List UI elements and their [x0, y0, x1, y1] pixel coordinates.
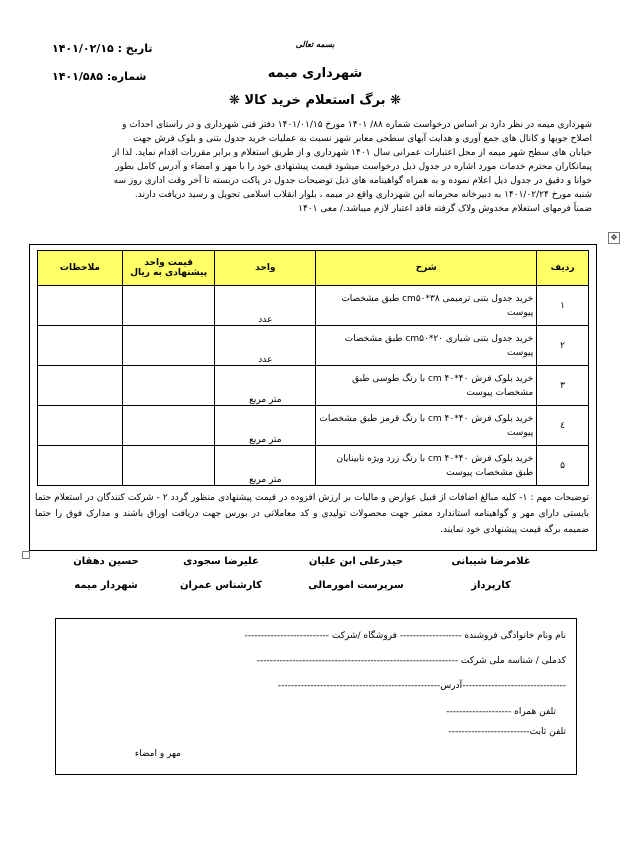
vendor-stamp-signature: مهر و امضاء: [134, 749, 181, 759]
signatory-title: کارپرداز: [471, 580, 511, 591]
table-move-handle-icon[interactable]: ✥: [608, 232, 620, 244]
paragraph-line: شنبه مورخ ۱۴۰۱/۰۲/۲۴ به دبیرخانه محرمانه این شهرداری واقع در میمه ، بلوار انقلاب اسلامی تحویل و رسید دریافت دارند.: [134, 190, 592, 200]
table-row: [38, 406, 589, 446]
row-description: خرید بلوک فرش cm ۴۰*۴۰ با رنگ طوسی طبق مشخصات پیوست: [316, 366, 537, 406]
row-number: ۳: [537, 366, 589, 406]
row-price-cell[interactable]: [122, 406, 215, 446]
row-notes-cell[interactable]: [38, 326, 123, 366]
row-number: ٤: [537, 406, 589, 446]
row-unit: متر مربع: [215, 406, 316, 446]
vendor-national-id-line[interactable]: کدملی / شناسه ملی شرکت --------------------------------------------------------------: [256, 656, 566, 666]
form-title: ❋ برگ استعلام خرید کالا ❋: [229, 93, 401, 108]
intro-paragraph: [30, 118, 592, 216]
row-notes-cell[interactable]: [38, 366, 123, 406]
paragraph-line: شهرداری میمه در نظر دارد بر اساس درخواست شماره ۸۸/ ۱۴۰۱ مورخ ۱۴۰۱/۰۱/۱۵ دفتر فنی شهرداری و در راستای احداث و: [122, 120, 592, 130]
row-price-cell[interactable]: [122, 286, 215, 326]
row-unit: متر مربع: [215, 366, 316, 406]
vendor-mobile-line[interactable]: تلفن همراه --------------------: [446, 707, 556, 717]
signatory-title: شهردار میمه: [74, 580, 138, 591]
row-number: ۵: [537, 446, 589, 486]
signatory-name: حیدرعلی ابن علیان: [308, 556, 404, 567]
table-row: [38, 326, 589, 366]
signatory-name: غلامرضا شیبانی: [451, 556, 531, 567]
row-price-cell[interactable]: [122, 366, 215, 406]
signatory-name: علیرضا سجودی: [183, 556, 259, 567]
row-description: خرید جدول بتنی شیاری cm۵۰*۲۰ طبق مشخصات پیوست: [316, 326, 537, 366]
row-description: خرید جدول بتنی ترمیمی cm۵۰*۳۸ طبق مشخصات پیوست: [316, 286, 537, 326]
row-notes-cell[interactable]: [38, 406, 123, 446]
header-price: قیمت واحد پیشنهادی به ریال: [122, 251, 215, 286]
header-description: شرح: [316, 251, 537, 286]
paragraph-line: پیمانکاران محترم خدمات مورد اشاره در جدول ذیل درخواست میشود قیمت پیشنهادی خود را با مهر و امضاء و آدرس کامل بطور: [115, 162, 592, 172]
table-row: [38, 446, 589, 486]
items-table: [37, 250, 589, 486]
header-row-number: ردیف: [537, 251, 589, 286]
row-number: ۲: [537, 326, 589, 366]
header-unit: واحد: [215, 251, 316, 286]
vendor-address-line[interactable]: --------------------------------آدرس--------------------------------------------------: [277, 681, 566, 691]
organization-name: شهرداری میمه: [267, 66, 363, 81]
row-description: خرید بلوک فرش cm ۴۰*۴۰ با رنگ زرد ویژه نابینایان طبق مشخصات پیوست: [316, 446, 537, 486]
table-header-row: [38, 251, 589, 286]
signatory-title: سرپرست امورمالی: [308, 580, 404, 591]
paragraph-line: خیابان های سطح شهر میمه از محل اعتبارات عمرانی سال ۱۴۰۱ شهرداری و از طریق استعلام و برابر مقررات اقدام نماید. لذا از: [112, 148, 592, 158]
row-unit: متر مربع: [215, 446, 316, 486]
letter-date: تاریخ : ۱۴۰۱/۰۲/۱۵: [52, 42, 153, 55]
letter-number: شماره: ۱۴۰۱/۵۸۵: [52, 70, 147, 83]
row-description: خرید بلوک فرش cm ۴۰*۴۰ با رنگ قرمز طبق مشخصات پیوست: [316, 406, 537, 446]
resize-handle[interactable]: [22, 551, 30, 559]
row-number: ۱: [537, 286, 589, 326]
paragraph-line: خوانا و دقیق در جدول ذیل اعلام نموده و به همراه گواهینامه های ذیل توضیحات جدول در پاکت دربسته تا آخر وقت اداری روز سه: [113, 176, 592, 186]
row-notes-cell[interactable]: [38, 286, 123, 326]
paragraph-line: اصلاح جوبها و کانال های جمع آوری و هدایت آبهای سطحی معابر شهر نسبت به عملیات خرید جدول بتنی و بلوک فرش جهت: [133, 134, 592, 144]
vendor-name-line[interactable]: نام ونام خانوادگی فروشنده ------------------- فروشگاه /شرکت --------------------------: [244, 631, 566, 641]
vendor-phone-line[interactable]: تلفن ثابت-------------------------: [448, 727, 566, 737]
important-notes: توضیحات مهم : ۱- کلیه مبالغ اضافات از قبیل عوارض و مالیات بر ارزش افزوده در قیمت پیشنهادی منظور گردد ۲ - شرکت کنندگان در استعلام حتما بایستی دارای مهر و گواهینامه استاندارد معتبر جهت محصولات تولیدی و کد معاملاتی در بورس جهت دریافت اوراق باشند و مدارک فوق را حتما ضمیمه برگه قیمت پیشنهادی خود نمایند.: [35, 493, 589, 535]
row-unit: عدد: [215, 326, 316, 366]
header-notes: ملاحظات: [38, 251, 123, 286]
row-unit: عدد: [215, 286, 316, 326]
vendor-info-box: [55, 618, 577, 775]
row-price-cell[interactable]: [122, 446, 215, 486]
signatory-title: کارشناس عمران: [180, 580, 262, 591]
table-row: [38, 286, 589, 326]
paragraph-line: ضمناً فرمهای استعلام مخدوش ولاک گرفته فاقد اعتبار لازم میباشد./ معی ۱۴۰۱: [298, 204, 592, 214]
signatory-name: حسین دهقان: [73, 556, 139, 567]
table-row: [38, 366, 589, 406]
row-price-cell[interactable]: [122, 326, 215, 366]
row-notes-cell[interactable]: [38, 446, 123, 486]
basmala: بسمه تعالی: [295, 40, 335, 49]
